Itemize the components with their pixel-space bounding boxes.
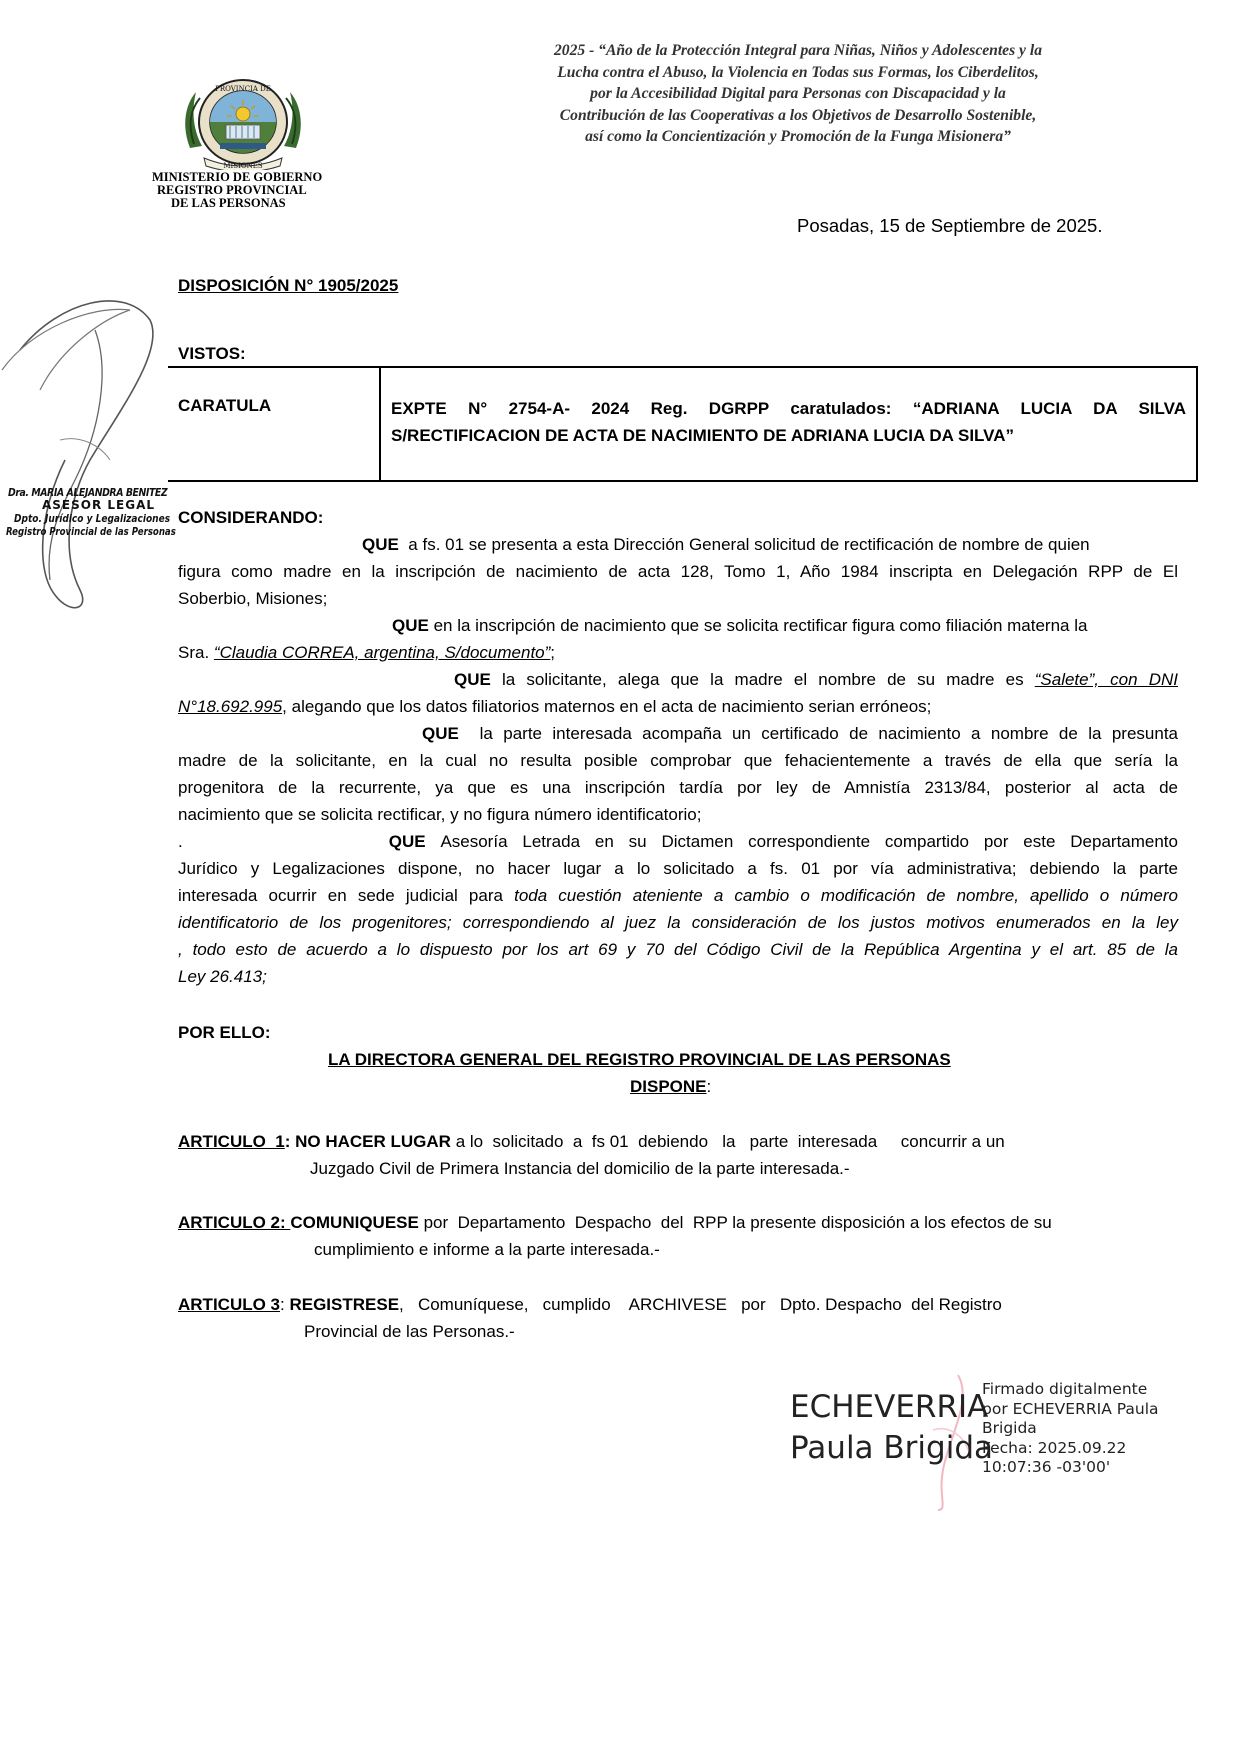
por-ello-label: POR ELLO: (178, 1023, 271, 1042)
provincial-crest (182, 78, 304, 170)
articulo-3-colon: : (280, 1295, 290, 1314)
p5-line-5: , todo esto de acuerdo a lo dispuesto por los art 69 y 70 del Código Civil de la República Argentina y el art. 85 de la (178, 940, 1178, 959)
p3-line-1: la solicitante, alega que la madre el nombre de su madre es (502, 670, 1035, 689)
p5-line-2: Jurídico y Legalizaciones dispone, no hacer lugar a lo solicitado a fs. 01 por vía administrativa; debiendo la parte (178, 859, 1178, 878)
stamp-line-1: Dra. MARIA ALEJANDRA BENITEZ (8, 486, 168, 499)
place-date: Posadas, 15 de Septiembre de 2025. (797, 215, 1103, 236)
p2-line-2: Sra. (178, 643, 214, 662)
articulo-1-colon: : (284, 1132, 291, 1151)
vistos-label: VISTOS: (178, 344, 246, 363)
misiones-crest-icon (182, 78, 304, 170)
stamp-line-4: Registro Provincial de las Personas (6, 525, 176, 538)
articulo-2-bold: COMUNIQUESE (290, 1213, 419, 1232)
signature-info-line: Fecha: 2025.09.22 (982, 1438, 1127, 1457)
p1-line-3: Soberbio, Misiones; (178, 589, 328, 608)
ministry-line-1: MINISTERIO DE GOBIERNO (152, 170, 323, 184)
motto-line: 2025 - “Año de la Protección Integral para Niñas, Niños y Adolescentes y la (553, 42, 1043, 59)
ministry-line-2: REGISTRO PROVINCIAL (157, 183, 307, 197)
dispone-colon: : (706, 1077, 712, 1096)
considerando-label: CONSIDERANDO: (178, 508, 324, 527)
articulo-1-line-2: Juzgado Civil de Primera Instancia del domicilio de la parte interesada.- (310, 1159, 850, 1178)
p4-line-3: progenitora de la recurrente, ya que es una inscripción tardía por ley de Amnistía 2313/84, posterior al acta de (178, 778, 1178, 797)
signature-info-line: Firmado digitalmente (982, 1380, 1148, 1398)
que-keyword: QUE (454, 670, 491, 689)
articulo-1-label: ARTICULO 1 (178, 1132, 285, 1151)
directora-heading: LA DIRECTORA GENERAL DEL REGISTRO PROVINCIAL DE LAS PERSONAS (328, 1050, 951, 1069)
signature-info-line: por ECHEVERRIA Paula (982, 1399, 1159, 1418)
p1-line-1: a fs. 01 se presenta a esta Dirección General solicitud de rectificación de nombre de quien (408, 535, 1090, 554)
p4-line-2: madre de la solicitante, en la cual no resulta posible comprobar que fehacientemente a través de ella que sería la (178, 751, 1178, 770)
articulo-1-text: a lo solicitado a fs 01 debiendo la parte interesada concurrir a un (450, 1132, 1005, 1151)
articulo-2-line-2: cumplimiento e informe a la parte interesada.- (314, 1240, 660, 1259)
signature-info-line: 10:07:36 -03'00' (982, 1458, 1111, 1476)
que-keyword: QUE (422, 724, 459, 743)
caratula-table (168, 366, 1198, 482)
articulo-2-label: ARTICULO 2: (178, 1213, 291, 1232)
svg-text:MISIONES: MISIONES (223, 162, 263, 170)
motto-line: así como la Concientización y Promoción de la Funga Misionera” (585, 128, 1011, 145)
articulo-2-text: por Departamento Despacho del RPP la presente disposición a los efectos de su (418, 1213, 1052, 1232)
p5-line-4: identificatorio de los progenitores; correspondiendo al juez la consideración de los justos motivos enumerados en la ley (178, 913, 1178, 932)
p5-line-6: Ley 26.413; (178, 967, 267, 986)
articulo-3-text: , Comuníquese, cumplido ARCHIVESE por Dpto. Despacho del Registro (399, 1295, 1002, 1314)
p1-line-2: figura como madre en la inscripción de nacimiento de acta 128, Tomo 1, Año 1984 inscripta en Delegación RPP de El (178, 562, 1178, 581)
signer-name-line-1: ECHEVERRIA (790, 1389, 989, 1425)
caratula-label-cell (168, 367, 380, 481)
considerando-body (178, 531, 1178, 990)
caratula-value-cell (380, 367, 1197, 481)
p4-line-1: la parte interesada acompaña un certificado de nacimiento a nombre de la presunta (479, 724, 1178, 743)
dispone-heading: DISPONE (630, 1077, 707, 1096)
que-keyword: QUE (388, 832, 426, 851)
caratula-line-2: S/RECTIFICACION DE ACTA DE NACIMIENTO DE ADRIANA LUCIA DA SILVA” (391, 426, 1015, 445)
disposition-title: DISPOSICIÓN N° 1905/2025 (178, 276, 399, 295)
stamp-line-2: ASESOR LEGAL (42, 498, 156, 512)
p5-line-3-italic: toda cuestión ateniente a cambio o modificación de nombre, apellido o número (514, 886, 1179, 905)
year-motto (448, 40, 1148, 148)
p4-line-4: nacimiento que se solicita rectificar, y no figura número identificatorio; (178, 805, 702, 824)
articulo-3 (178, 1295, 1002, 1315)
motto-line: por la Accesibilidad Digital para Personas con Discapacidad y la (590, 85, 1006, 102)
p2-line-1: en la inscripción de nacimiento que se solicita rectificar figura como filiación materna la (433, 616, 1088, 635)
motto-line: Lucha contra el Abuso, la Violencia en Todas sus Formas, los Ciberdelitos, (557, 63, 1039, 81)
caratula-line-1: EXPTE N° 2754-A- 2024 Reg. DGRPP caratulados: “ADRIANA LUCIA DA SILVA (391, 399, 1186, 418)
mother-salete: “Salete”, con DNI (1034, 670, 1178, 689)
p5-dot: . (178, 832, 183, 851)
motto-line: Contribución de las Cooperativas a los Objetivos de Desarrollo Sostenible, (559, 106, 1037, 124)
p2-semicolon: ; (550, 643, 556, 662)
articulo-3-label: ARTICULO 3 (178, 1295, 280, 1314)
signature-info-line: Brigida (982, 1419, 1037, 1437)
signer-name-line-2: Paula Brigida (790, 1430, 993, 1466)
p3-line-2: , alegando que los datos filiatorios maternos en el acta de nacimiento serian erróneos; (282, 697, 932, 716)
que-keyword: QUE (362, 535, 399, 554)
stamp-line-3: Dpto. Jurídico y Legalizaciones (14, 512, 171, 525)
ministry-line-3: DE LAS PERSONAS (171, 196, 286, 210)
p5-line-1: Asesoría Letrada en su Dictamen correspondiente compartido por este Departamento (440, 832, 1178, 851)
svg-text:PROVINCIA DE: PROVINCIA DE (215, 85, 271, 93)
articulo-3-bold: REGISTRESE (289, 1295, 400, 1314)
dni-number: N°18.692.995 (178, 697, 283, 716)
articulo-1 (178, 1132, 1005, 1152)
mother-claimed: “Claudia CORREA, argentina, S/documento” (213, 643, 551, 662)
p5-line-3: interesada ocurrir en sede judicial para (178, 886, 515, 905)
handwritten-signature-icon (0, 290, 175, 620)
articulo-2 (178, 1213, 1052, 1233)
articulo-1-bold: NO HACER LUGAR (290, 1132, 451, 1151)
que-keyword: QUE (392, 616, 429, 635)
caratula-label: CARATULA (178, 396, 272, 415)
signature-info (982, 1380, 1159, 1478)
articulo-3-line-2: Provincial de las Personas.- (304, 1322, 515, 1341)
